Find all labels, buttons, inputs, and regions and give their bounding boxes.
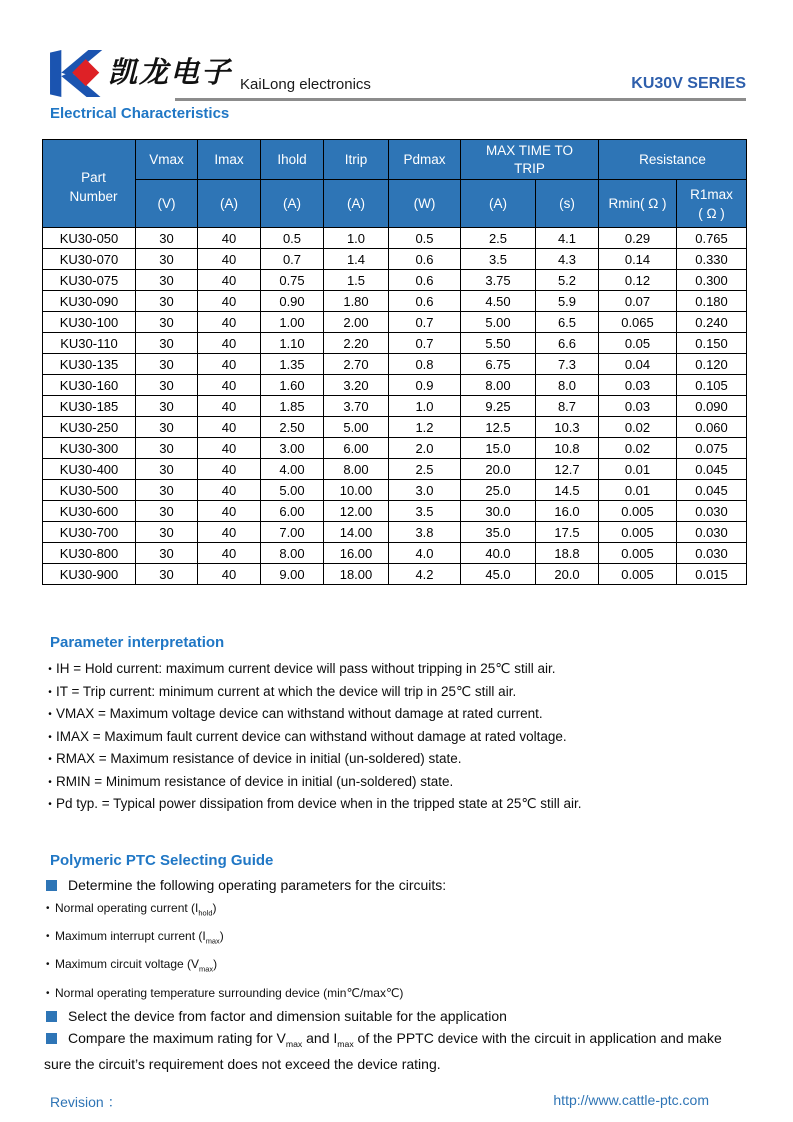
value-cell: 30 xyxy=(136,522,198,543)
value-cell: 0.765 xyxy=(677,228,747,249)
value-cell: 30 xyxy=(136,312,198,333)
value-cell: 5.00 xyxy=(324,417,389,438)
value-cell: 0.29 xyxy=(599,228,677,249)
value-cell: 4.3 xyxy=(536,249,599,270)
value-cell: 5.00 xyxy=(261,480,324,501)
table-row xyxy=(43,417,747,438)
value-cell: 0.075 xyxy=(677,438,747,459)
bullet-dot-icon: • xyxy=(48,709,52,720)
part-number-cell: KU30-050 xyxy=(43,228,136,249)
value-cell: 45.0 xyxy=(461,564,536,585)
table-row xyxy=(43,438,747,459)
value-cell: 30 xyxy=(136,249,198,270)
value-cell: 30 xyxy=(136,228,198,249)
value-cell: 8.7 xyxy=(536,396,599,417)
value-cell: 0.7 xyxy=(389,312,461,333)
bullet-dot-icon: • xyxy=(46,987,50,999)
value-cell: 12.7 xyxy=(536,459,599,480)
value-cell: 0.150 xyxy=(677,333,747,354)
value-cell: 0.180 xyxy=(677,291,747,312)
value-cell: 16.0 xyxy=(536,501,599,522)
value-cell: 5.50 xyxy=(461,333,536,354)
value-cell: 30 xyxy=(136,543,198,564)
table-row xyxy=(43,270,747,291)
part-number-cell: KU30-300 xyxy=(43,438,136,459)
square-bullet-icon xyxy=(46,1033,57,1044)
series-title: KU30V SERIES xyxy=(631,75,746,92)
part-number-cell: KU30-600 xyxy=(43,501,136,522)
value-cell: 30 xyxy=(136,564,198,585)
value-cell: 3.20 xyxy=(324,375,389,396)
value-cell: 0.065 xyxy=(599,312,677,333)
value-cell: 0.04 xyxy=(599,354,677,375)
value-cell: 0.6 xyxy=(389,291,461,312)
col-header-part-number xyxy=(43,140,136,228)
bullet-dot-icon: • xyxy=(48,754,52,765)
value-cell: 5.00 xyxy=(461,312,536,333)
guide-param-item: • Normal operating current $(I_{hold})$ xyxy=(42,897,746,924)
value-cell: 0.14 xyxy=(599,249,677,270)
r1max-unit: ( Ω ) xyxy=(698,205,725,221)
subscript-text: hold xyxy=(198,907,213,917)
value-cell: 1.00 xyxy=(261,312,324,333)
part-number-cell: KU30-090 xyxy=(43,291,136,312)
part-number-cell: KU30-250 xyxy=(43,417,136,438)
value-cell: 1.0 xyxy=(324,228,389,249)
value-cell: 0.030 xyxy=(677,522,747,543)
value-cell: 6.00 xyxy=(324,438,389,459)
value-cell: 0.105 xyxy=(677,375,747,396)
value-cell: 30 xyxy=(136,354,198,375)
value-cell: 0.8 xyxy=(389,354,461,375)
value-cell: 30 xyxy=(136,459,198,480)
value-cell: 30 xyxy=(136,375,198,396)
revision-label: Revision ： xyxy=(50,1094,122,1111)
value-cell: 40.0 xyxy=(461,543,536,564)
value-cell: 20.0 xyxy=(536,564,599,585)
value-cell: 10.00 xyxy=(324,480,389,501)
value-cell: 3.00 xyxy=(261,438,324,459)
table-row xyxy=(43,459,747,480)
value-cell: 0.03 xyxy=(599,375,677,396)
col-header-ihold: Ihold xyxy=(261,140,324,180)
part-number-cell: KU30-110 xyxy=(43,333,136,354)
value-cell: 35.0 xyxy=(461,522,536,543)
col-header-max-time-to-trip xyxy=(461,140,599,180)
value-cell: 18.8 xyxy=(536,543,599,564)
value-cell: 5.2 xyxy=(536,270,599,291)
value-cell: 0.7 xyxy=(389,333,461,354)
value-cell: 9.00 xyxy=(261,564,324,585)
table-row xyxy=(43,543,747,564)
table-header-row-2 xyxy=(43,180,747,228)
bullet-dot-icon: • xyxy=(48,664,52,675)
guide-step-item: Determine the following operating parameters for the circuits: xyxy=(42,875,746,896)
value-cell: 2.5 xyxy=(461,228,536,249)
value-cell: 10.3 xyxy=(536,417,599,438)
part-number-cell: KU30-100 xyxy=(43,312,136,333)
value-cell: 8.0 xyxy=(536,375,599,396)
square-bullet-icon xyxy=(46,880,57,891)
value-cell: 1.2 xyxy=(389,417,461,438)
param-bullet-item: • VMAX = Maximum voltage device can withstand without damage at rated current. xyxy=(44,703,746,726)
value-cell: 6.00 xyxy=(261,501,324,522)
value-cell: 0.300 xyxy=(677,270,747,291)
value-cell: 1.5 xyxy=(324,270,389,291)
company-name: KaiLong electronics xyxy=(240,76,371,93)
value-cell: 16.00 xyxy=(324,543,389,564)
header-divider xyxy=(175,98,746,101)
value-cell: 0.060 xyxy=(677,417,747,438)
param-bullet-item: • RMIN = Minimum resistance of device in initial (un-soldered) state. xyxy=(44,771,746,794)
value-cell: 30 xyxy=(136,417,198,438)
table-body xyxy=(43,228,747,585)
value-cell: 0.005 xyxy=(599,543,677,564)
value-cell: 7.3 xyxy=(536,354,599,375)
value-cell: 1.10 xyxy=(261,333,324,354)
param-bullet-item: • IMAX = Maximum fault current device can withstand without damage at rated voltage. xyxy=(44,726,746,749)
value-cell: 0.045 xyxy=(677,459,747,480)
value-cell: 0.03 xyxy=(599,396,677,417)
part-number-cell: KU30-900 xyxy=(43,564,136,585)
value-cell: 0.90 xyxy=(261,291,324,312)
square-bullet-icon xyxy=(46,1011,57,1022)
subscript-text: max xyxy=(199,964,214,974)
value-cell: 1.60 xyxy=(261,375,324,396)
section-title-electrical: Electrical Characteristics xyxy=(50,105,230,122)
value-cell: 40 xyxy=(198,270,261,291)
value-cell: 30 xyxy=(136,501,198,522)
value-cell: 30 xyxy=(136,438,198,459)
value-cell: 12.5 xyxy=(461,417,536,438)
value-cell: 0.015 xyxy=(677,564,747,585)
value-cell: 8.00 xyxy=(324,459,389,480)
table-row xyxy=(43,333,747,354)
value-cell: 0.5 xyxy=(261,228,324,249)
part-label-line2: Number xyxy=(69,189,118,204)
value-cell: 7.00 xyxy=(261,522,324,543)
value-cell: 30 xyxy=(136,396,198,417)
unit-v: (V) xyxy=(136,180,198,228)
value-cell: 6.75 xyxy=(461,354,536,375)
value-cell: 0.005 xyxy=(599,501,677,522)
unit-a4: (A) xyxy=(461,180,536,228)
value-cell: 0.045 xyxy=(677,480,747,501)
part-number-cell: KU30-500 xyxy=(43,480,136,501)
value-cell: 40 xyxy=(198,228,261,249)
value-cell: 1.35 xyxy=(261,354,324,375)
param-bullet-item: • IH = Hold current: maximum current device will pass without tripping in 25℃ still air. xyxy=(44,658,746,681)
bullet-dot-icon: • xyxy=(48,686,52,698)
table-row xyxy=(43,354,747,375)
value-cell: 40 xyxy=(198,249,261,270)
website-link[interactable]: http://www.cattle-ptc.com xyxy=(553,1092,709,1109)
value-cell: 2.50 xyxy=(261,417,324,438)
value-cell: 6.5 xyxy=(536,312,599,333)
value-cell: 9.25 xyxy=(461,396,536,417)
value-cell: 1.85 xyxy=(261,396,324,417)
part-number-cell: KU30-135 xyxy=(43,354,136,375)
value-cell: 40 xyxy=(198,564,261,585)
value-cell: 0.240 xyxy=(677,312,747,333)
guide-list xyxy=(42,875,746,1076)
value-cell: 30 xyxy=(136,270,198,291)
value-cell: 40 xyxy=(198,375,261,396)
kailong-logo-icon xyxy=(50,50,104,97)
value-cell: 40 xyxy=(198,543,261,564)
value-cell: 4.2 xyxy=(389,564,461,585)
value-cell: 0.01 xyxy=(599,459,677,480)
value-cell: 15.0 xyxy=(461,438,536,459)
r1max-label: R1max xyxy=(690,186,733,202)
value-cell: 0.01 xyxy=(599,480,677,501)
param-list xyxy=(44,658,746,816)
value-cell: 17.5 xyxy=(536,522,599,543)
col-header-vmax: Vmax xyxy=(136,140,198,180)
value-cell: 8.00 xyxy=(261,543,324,564)
electrical-characteristics-table xyxy=(42,139,747,585)
bullet-dot-icon: • xyxy=(48,799,52,810)
value-cell: 2.20 xyxy=(324,333,389,354)
value-cell: 3.70 xyxy=(324,396,389,417)
table-header-row-1 xyxy=(43,140,747,180)
value-cell: 20.0 xyxy=(461,459,536,480)
value-cell: 0.7 xyxy=(261,249,324,270)
value-cell: 0.030 xyxy=(677,501,747,522)
value-cell: 1.0 xyxy=(389,396,461,417)
param-bullet-item: • IT = Trip current: minimum current at which the device will trip in 25℃ still air. xyxy=(44,681,746,704)
value-cell: 0.6 xyxy=(389,249,461,270)
table-row xyxy=(43,228,747,249)
bullet-dot-icon: • xyxy=(46,902,50,914)
part-number-cell: KU30-075 xyxy=(43,270,136,291)
value-cell: 0.330 xyxy=(677,249,747,270)
guide-param-item: • Maximum interrupt current $(I_{max})$ xyxy=(42,925,746,952)
part-number-cell: KU30-160 xyxy=(43,375,136,396)
value-cell: 8.00 xyxy=(461,375,536,396)
value-cell: 4.0 xyxy=(389,543,461,564)
value-cell: 5.9 xyxy=(536,291,599,312)
value-cell: 40 xyxy=(198,291,261,312)
table-row xyxy=(43,249,747,270)
subscript-text: max xyxy=(285,1038,303,1049)
value-cell: 0.6 xyxy=(389,270,461,291)
value-cell: 3.0 xyxy=(389,480,461,501)
subscript-text: max xyxy=(337,1038,354,1049)
value-cell: 40 xyxy=(198,480,261,501)
part-number-cell: KU30-400 xyxy=(43,459,136,480)
value-cell: 0.02 xyxy=(599,417,677,438)
value-cell: 0.120 xyxy=(677,354,747,375)
value-cell: 1.80 xyxy=(324,291,389,312)
part-number-cell: KU30-185 xyxy=(43,396,136,417)
value-cell: 40 xyxy=(198,396,261,417)
unit-s: (s) xyxy=(536,180,599,228)
value-cell: 40 xyxy=(198,333,261,354)
value-cell: 40 xyxy=(198,501,261,522)
value-cell: 30.0 xyxy=(461,501,536,522)
value-cell: 2.0 xyxy=(389,438,461,459)
value-cell: 0.75 xyxy=(261,270,324,291)
table-row xyxy=(43,501,747,522)
unit-a1: (A) xyxy=(198,180,261,228)
value-cell: 3.5 xyxy=(389,501,461,522)
part-label-line1: Part xyxy=(81,170,106,185)
unit-a2: (A) xyxy=(261,180,324,228)
col-header-itrip: Itrip xyxy=(324,140,389,180)
value-cell: 0.090 xyxy=(677,396,747,417)
col-header-resistance: Resistance xyxy=(599,140,747,180)
bullet-dot-icon: • xyxy=(48,776,52,788)
value-cell: 30 xyxy=(136,480,198,501)
company-name-chinese: 凯龙电子 xyxy=(108,55,233,89)
value-cell: 0.05 xyxy=(599,333,677,354)
value-cell: 4.00 xyxy=(261,459,324,480)
max-time-label: MAX TIME TO TRIP xyxy=(485,142,574,176)
value-cell: 40 xyxy=(198,312,261,333)
value-cell: 0.005 xyxy=(599,564,677,585)
table-row xyxy=(43,291,747,312)
guide-step-item: Select the device from factor and dimension suitable for the application xyxy=(42,1006,746,1027)
value-cell: 2.5 xyxy=(389,459,461,480)
header xyxy=(42,50,746,97)
value-cell: 4.1 xyxy=(536,228,599,249)
value-cell: 1.4 xyxy=(324,249,389,270)
guide-step-item: Compare the maximum rating for $V_{max}$ and $I_{max}$ of the PPTC device with the circuit in application and make sure the circuit’s requirement does not exceed the device rating. xyxy=(44,1029,722,1073)
value-cell: 12.00 xyxy=(324,501,389,522)
table-row xyxy=(43,396,747,417)
value-cell: 3.8 xyxy=(389,522,461,543)
unit-w: (W) xyxy=(389,180,461,228)
table-row xyxy=(43,522,747,543)
value-cell: 40 xyxy=(198,459,261,480)
value-cell: 25.0 xyxy=(461,480,536,501)
value-cell: 0.9 xyxy=(389,375,461,396)
unit-r1max xyxy=(677,180,747,228)
value-cell: 30 xyxy=(136,333,198,354)
unit-rmin: Rmin( Ω ) xyxy=(599,180,677,228)
value-cell: 14.00 xyxy=(324,522,389,543)
value-cell: 40 xyxy=(198,417,261,438)
bullet-dot-icon: • xyxy=(48,731,52,743)
part-number-cell: KU30-800 xyxy=(43,543,136,564)
guide-param-item: • Maximum circuit voltage $(V_{max})$ xyxy=(42,953,746,980)
part-number-cell: KU30-700 xyxy=(43,522,136,543)
value-cell: 0.02 xyxy=(599,438,677,459)
param-bullet-item: • RMAX = Maximum resistance of device in initial (un-soldered) state. xyxy=(44,748,746,771)
value-cell: 30 xyxy=(136,291,198,312)
value-cell: 14.5 xyxy=(536,480,599,501)
unit-a3: (A) xyxy=(324,180,389,228)
value-cell: 2.00 xyxy=(324,312,389,333)
col-header-pdmax: Pdmax xyxy=(389,140,461,180)
part-number-cell: KU30-070 xyxy=(43,249,136,270)
value-cell: 6.6 xyxy=(536,333,599,354)
value-cell: 40 xyxy=(198,438,261,459)
value-cell: 3.75 xyxy=(461,270,536,291)
section-title-selecting-guide: Polymeric PTC Selecting Guide xyxy=(50,851,274,869)
table-row xyxy=(43,480,747,501)
value-cell: 0.07 xyxy=(599,291,677,312)
value-cell: 3.5 xyxy=(461,249,536,270)
subscript-text: max xyxy=(205,936,220,946)
param-bullet-item: • Pd typ. = Typical power dissipation from device when in the tripped state at 25℃ still air. xyxy=(44,793,746,816)
page-footer xyxy=(42,1092,746,1112)
section-title-parameter-interpretation: Parameter interpretation xyxy=(50,634,225,651)
value-cell: 18.00 xyxy=(324,564,389,585)
bullet-dot-icon: • xyxy=(46,930,50,942)
col-header-imax: Imax xyxy=(198,140,261,180)
value-cell: 4.50 xyxy=(461,291,536,312)
value-cell: 0.005 xyxy=(599,522,677,543)
value-cell: 40 xyxy=(198,522,261,543)
table-row xyxy=(43,564,747,585)
value-cell: 0.5 xyxy=(389,228,461,249)
bullet-dot-icon: • xyxy=(46,959,50,971)
value-cell: 2.70 xyxy=(324,354,389,375)
value-cell: 10.8 xyxy=(536,438,599,459)
value-cell: 0.12 xyxy=(599,270,677,291)
value-cell: 0.030 xyxy=(677,543,747,564)
table-row xyxy=(43,375,747,396)
guide-param-item: • Normal operating temperature surrounding device (min℃/max℃) xyxy=(42,982,746,1005)
value-cell: 40 xyxy=(198,354,261,375)
table-row xyxy=(43,312,747,333)
